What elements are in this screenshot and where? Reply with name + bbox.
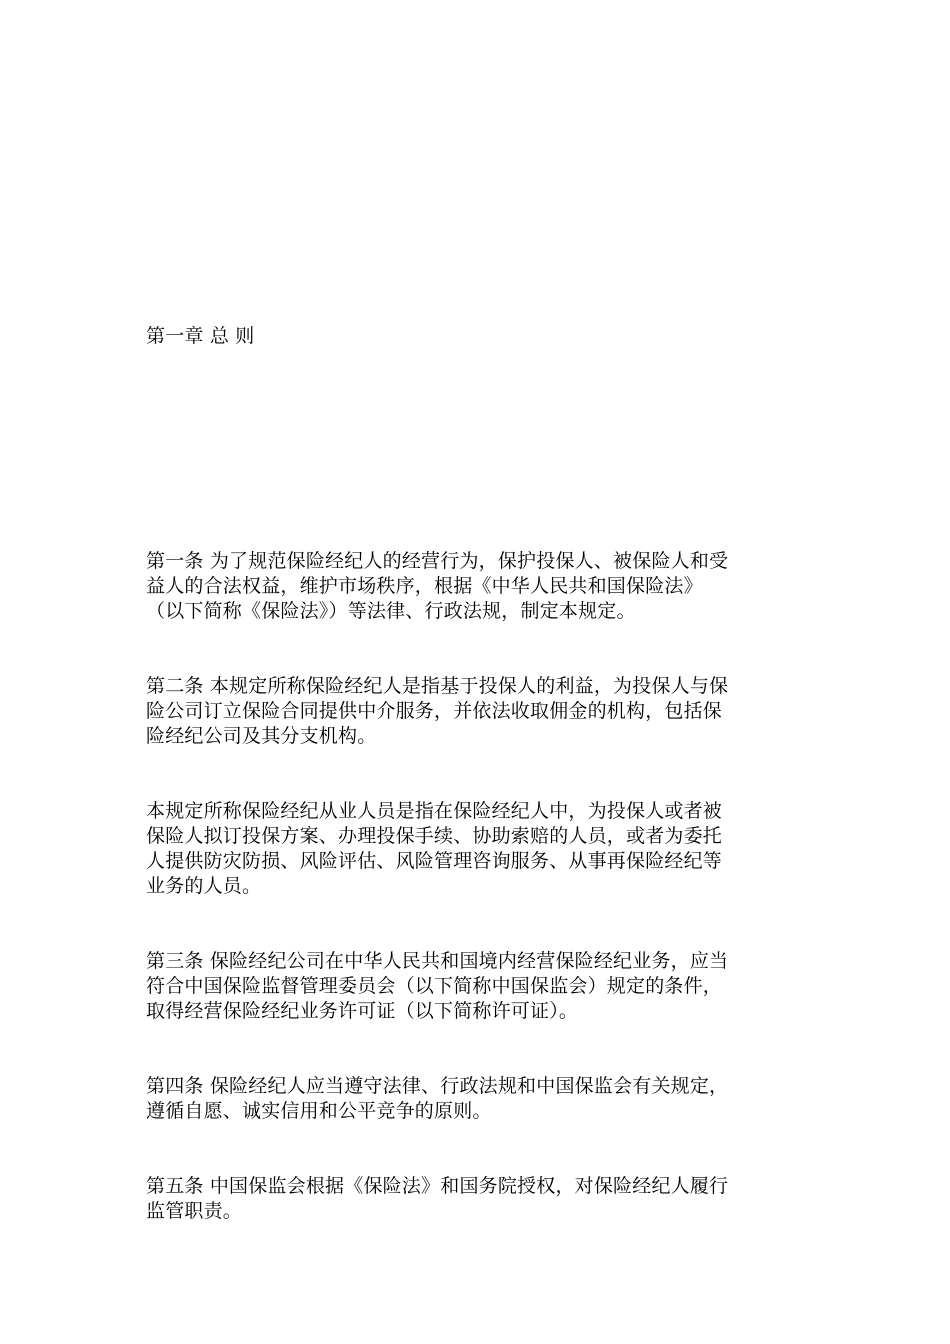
- article-1-paragraph: [146, 549, 806, 624]
- paragraph-line: 第一条 为了规范保险经纪人的经营行为，保护投保人、被保险人和受: [146, 550, 729, 572]
- paragraph-line: 险经纪公司及其分支机构。: [146, 725, 377, 747]
- paragraph-line: 符合中国保险监督管理委员会（以下简称中国保监会）规定的条件，: [146, 975, 723, 997]
- paragraph-line: 第二条 本规定所称保险经纪人是指基于投保人的利益，为投保人与保: [146, 675, 729, 697]
- paragraph-line: 本规定所称保险经纪从业人员是指在保险经纪人中，为投保人或者被: [146, 800, 723, 822]
- paragraph-line: 益人的合法权益，维护市场秩序，根据《中华人民共和国保险法》: [146, 575, 703, 597]
- paragraph-line: 第五条 中国保监会根据《保险法》和国务院授权，对保险经纪人履行: [146, 1175, 729, 1197]
- article-5-paragraph: [146, 1174, 806, 1224]
- paragraph-line: 第四条 保险经纪人应当遵守法律、行政法规和中国保监会有关规定，: [146, 1075, 729, 1097]
- article-2-paragraph: [146, 674, 806, 749]
- article-4-paragraph: [146, 1074, 806, 1124]
- article-3-paragraph: [146, 949, 806, 1024]
- paragraph-line: 第三条 保险经纪公司在中华人民共和国境内经营保险经纪业务，应当: [146, 950, 729, 972]
- paragraph-line: 遵循自愿、诚实信用和公平竞争的原则。: [146, 1100, 492, 1122]
- paragraph-line: 取得经营保险经纪业务许可证（以下简称许可证）。: [146, 1000, 579, 1022]
- paragraph-line: 监管职责。: [146, 1200, 243, 1222]
- paragraph-line: 人提供防灾防损、风险评估、风险管理咨询服务、从事再保险经纪等: [146, 850, 723, 872]
- paragraph-line: 险公司订立保险合同提供中介服务，并依法收取佣金的机构，包括保: [146, 700, 723, 722]
- chapter-heading: [146, 324, 806, 349]
- article-2-subparagraph: [146, 799, 806, 899]
- paragraph-line: 业务的人员。: [146, 875, 262, 897]
- paragraph-line: （以下简称《保险法》）等法律、行政法规，制定本规定。: [146, 600, 636, 622]
- chapter-heading-text: 第一章 总 则: [146, 325, 255, 347]
- paragraph-line: 保险人拟订投保方案、办理投保手续、协助索赔的人员，或者为委托: [146, 825, 723, 847]
